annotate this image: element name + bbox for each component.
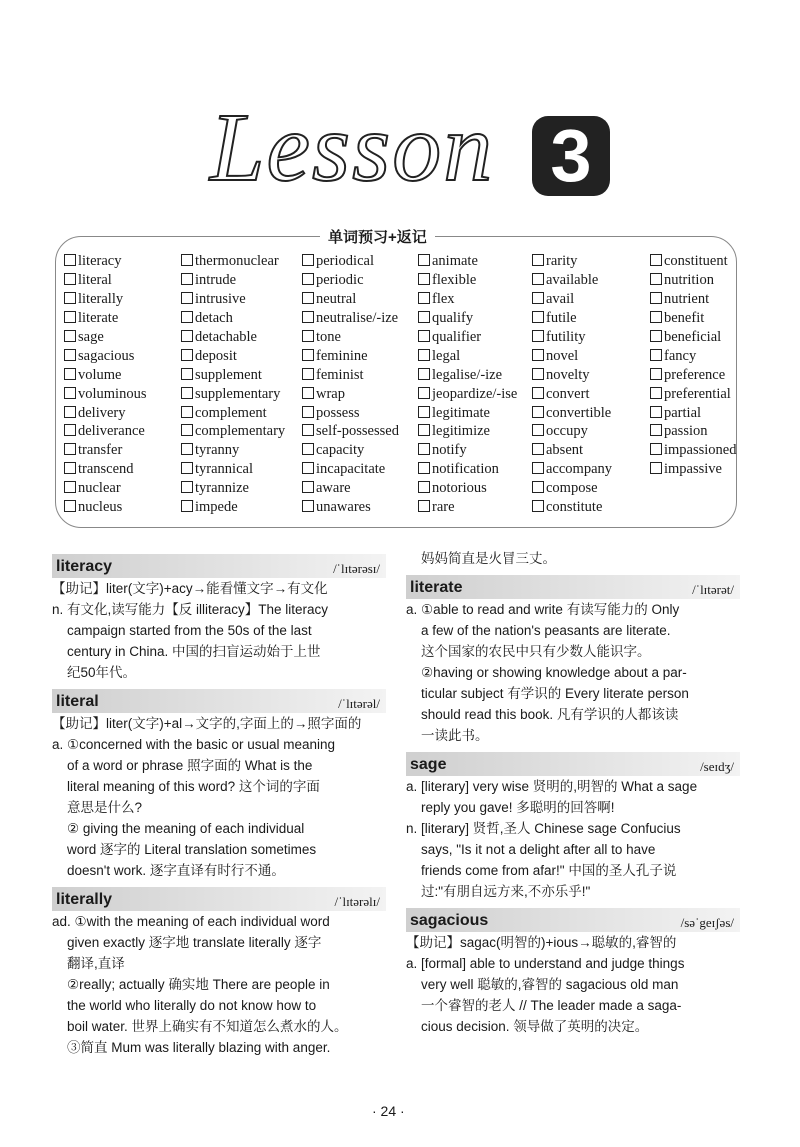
word-checkbox-item[interactable]: nutrition — [650, 272, 760, 291]
entry-line: a. ①able to read and write 有读写能力的 Only — [406, 602, 680, 617]
word-checkbox-item[interactable]: absent — [532, 442, 650, 461]
word-checkbox-item[interactable]: unawares — [302, 499, 418, 518]
word-checkbox-item[interactable]: futility — [532, 329, 650, 348]
word-checkbox-item[interactable]: detachable — [181, 329, 302, 348]
word-checkbox-item[interactable]: nuclear — [64, 480, 181, 499]
entry-headword: sagacious — [410, 912, 489, 929]
entry-line: 一读此书。 — [406, 728, 489, 743]
word-checkbox-item[interactable]: periodic — [302, 272, 418, 291]
entry-line: ad. ①with the meaning of each individual word — [52, 914, 330, 929]
word-checkbox-item[interactable]: legitimate — [418, 405, 532, 424]
word-checkbox-item[interactable]: available — [532, 272, 650, 291]
entry-line: 意思是什么? — [52, 800, 143, 815]
entry-line: 这个国家的农民中只有少数人能识字。 — [406, 644, 651, 659]
word-checkbox-item[interactable]: feminist — [302, 367, 418, 386]
lesson-number-badge: 3 — [532, 116, 610, 196]
entry-line: ③简直 Mum was literally blazing with anger. — [52, 1040, 331, 1055]
word-checkbox-item[interactable]: notification — [418, 461, 532, 480]
word-checkbox-item[interactable]: neutral — [302, 291, 418, 310]
entry-headword: literally — [56, 891, 113, 908]
word-checkbox-item[interactable]: detach — [181, 310, 302, 329]
word-checkbox-item[interactable]: convert — [532, 386, 650, 405]
entry-line: 翻译,直译 — [52, 956, 125, 971]
word-checklist — [64, 253, 760, 518]
entry-phonetic: /ˈlɪtərət/ — [692, 582, 734, 597]
word-checkbox-item[interactable]: literate — [64, 310, 181, 329]
word-checkbox-item[interactable]: preference — [650, 367, 760, 386]
entry-line: 一个睿智的老人 // The leader made a saga- — [406, 998, 682, 1013]
entry-line: n. 有文化,读写能力【反 illiteracy】The literacy — [52, 602, 329, 617]
word-checkbox-item[interactable]: preferential — [650, 386, 760, 405]
entry-line: 过:"有朋自远方来,不亦乐乎!" — [406, 884, 591, 899]
word-checkbox-item[interactable]: tone — [302, 329, 418, 348]
entry-line: ② giving the meaning of each individual — [52, 821, 305, 836]
entry-line: given exactly 逐字地 translate literally 逐字 — [52, 935, 322, 950]
word-checkbox-item[interactable]: literacy — [64, 253, 181, 272]
entry-line: doesn't work. 逐字直译有时行不通。 — [52, 863, 285, 878]
word-checkbox-item[interactable]: tyrannical — [181, 461, 302, 480]
entry-line: 【助记】liter(文字)+al→文字的,字面上的→照字面的 — [52, 716, 362, 731]
word-checkbox-item[interactable]: complement — [181, 405, 302, 424]
word-checkbox-item[interactable]: feminine — [302, 348, 418, 367]
entry-line: should read this book. 凡有学识的人都该读 — [406, 707, 679, 722]
entry-line: ②really; actually 确实地 There are people in — [52, 977, 330, 992]
word-checkbox-item[interactable]: notorious — [418, 480, 532, 499]
entry-header — [52, 689, 386, 713]
word-checkbox-item[interactable]: incapacitate — [302, 461, 418, 480]
entry-headword: sage — [410, 756, 447, 773]
word-checkbox-item[interactable]: futile — [532, 310, 650, 329]
word-checkbox-item[interactable]: rarity — [532, 253, 650, 272]
lesson-title-word: Lesson — [210, 94, 495, 202]
word-checkbox-item[interactable]: intrusive — [181, 291, 302, 310]
entry-line: cious decision. 领导做了英明的决定。 — [406, 1019, 649, 1034]
word-checkbox-item[interactable]: tyranny — [181, 442, 302, 461]
word-checkbox-item[interactable]: compose — [532, 480, 650, 499]
entry-line: friends come from afar!" 中国的圣人孔子说 — [406, 863, 677, 878]
entry-line: 【助记】sagac(明智的)+ious→聪敏的,睿智的 — [406, 935, 677, 950]
entry-line: ②having or showing knowledge about a par- — [406, 665, 687, 680]
entry-header — [406, 908, 740, 932]
word-checkbox-item[interactable]: convertible — [532, 405, 650, 424]
entry-line: 【助记】liter(文字)+acy→能看懂文字→有文化 — [52, 581, 328, 596]
page-number: · 24 · — [372, 1103, 405, 1119]
entry-header — [406, 575, 740, 599]
entry-line: the world who literally do not know how to — [52, 998, 317, 1013]
entry-line: a. [formal] able to understand and judge things — [406, 956, 685, 971]
word-checkbox-item[interactable]: constitute — [532, 499, 650, 518]
entry-line: a few of the nation's peasants are literate. — [406, 623, 671, 638]
word-checkbox-item[interactable]: accompany — [532, 461, 650, 480]
word-checkbox-item[interactable]: transcend — [64, 461, 181, 480]
word-checkbox-item[interactable]: legalise/-ize — [418, 367, 532, 386]
word-checkbox-item[interactable]: capacity — [302, 442, 418, 461]
word-preview-title: 单词预习+返记 — [320, 226, 435, 247]
entry-line: ticular subject 有学识的 Every literate person — [406, 686, 689, 701]
word-checkbox-item[interactable]: novelty — [532, 367, 650, 386]
word-checkbox-item[interactable]: impassioned — [650, 442, 760, 461]
word-checkbox-item[interactable]: possess — [302, 405, 418, 424]
entry-line: very well 聪敏的,睿智的 sagacious old man — [406, 977, 679, 992]
right-column — [406, 548, 740, 1037]
word-checkbox-item[interactable]: qualify — [418, 310, 532, 329]
word-checkbox-item[interactable]: supplementary — [181, 386, 302, 405]
word-checkbox-item[interactable]: occupy — [532, 423, 650, 442]
word-checkbox-item[interactable]: tyrannize — [181, 480, 302, 499]
word-checkbox-item[interactable]: transfer — [64, 442, 181, 461]
entry-line: reply you gave! 多聪明的回答啊! — [406, 800, 615, 815]
word-checkbox-item[interactable]: legitimize — [418, 423, 532, 442]
word-checkbox-item[interactable]: intrude — [181, 272, 302, 291]
word-checkbox-item[interactable]: flex — [418, 291, 532, 310]
word-checkbox-item[interactable]: jeopardize/-ise — [418, 386, 532, 405]
entry-headword: literate — [410, 579, 463, 596]
word-checkbox-item[interactable]: periodical — [302, 253, 418, 272]
word-checkbox-item[interactable]: wrap — [302, 386, 418, 405]
word-checkbox-item[interactable]: fancy — [650, 348, 760, 367]
entry-header — [52, 554, 386, 578]
word-checkbox-item[interactable]: delivery — [64, 405, 181, 424]
word-checkbox-item[interactable]: rare — [418, 499, 532, 518]
word-checkbox-item[interactable]: sagacious — [64, 348, 181, 367]
word-checkbox-item[interactable]: deposit — [181, 348, 302, 367]
entry-phonetic: /səˈgeɪʃəs/ — [680, 915, 734, 930]
word-checkbox-item[interactable]: impede — [181, 499, 302, 518]
entry-line: of a word or phrase 照字面的 What is the — [52, 758, 313, 773]
entry-line: says, "Is it not a delight after all to have — [406, 842, 656, 857]
word-checkbox-item[interactable]: nucleus — [64, 499, 181, 518]
lesson-title — [200, 88, 620, 208]
word-checkbox-item[interactable]: qualifier — [418, 329, 532, 348]
word-checkbox-item[interactable]: deliverance — [64, 423, 181, 442]
entry-line: a. [literary] very wise 贤明的,明智的 What a sage — [406, 779, 698, 794]
word-checkbox-item[interactable]: benefit — [650, 310, 760, 329]
entry-phonetic: /ˈlɪtərəsɪ/ — [333, 561, 380, 576]
entry-line: 纪50年代。 — [52, 665, 137, 680]
entry-line: a. ①concerned with the basic or usual meaning — [52, 737, 336, 752]
entry-phonetic: /ˈlɪtərəlɪ/ — [334, 894, 380, 909]
entry-line: boil water. 世界上确实有不知道怎么煮水的人。 — [52, 1019, 348, 1034]
word-checkbox-item[interactable]: avail — [532, 291, 650, 310]
entry-phonetic: /seɪdʒ/ — [700, 759, 734, 774]
word-checkbox-item[interactable]: flexible — [418, 272, 532, 291]
entry-phonetic: /ˈlɪtərəl/ — [338, 696, 380, 711]
word-checkbox-item[interactable]: nutrient — [650, 291, 760, 310]
word-checkbox-item[interactable]: impassive — [650, 461, 760, 480]
entry-header — [406, 752, 740, 776]
word-checkbox-item[interactable]: literal — [64, 272, 181, 291]
word-checkbox-item[interactable]: supplement — [181, 367, 302, 386]
word-checkbox-item[interactable]: constituent — [650, 253, 760, 272]
word-checkbox-item[interactable]: beneficial — [650, 329, 760, 348]
word-checkbox-item[interactable]: literally — [64, 291, 181, 310]
entry-headword: literal — [56, 693, 99, 710]
word-checkbox-item[interactable]: voluminous — [64, 386, 181, 405]
word-checkbox-item[interactable]: partial — [650, 405, 760, 424]
word-checkbox-item[interactable]: complementary — [181, 423, 302, 442]
entry-line: campaign started from the 50s of the last — [52, 623, 312, 638]
word-checkbox-item[interactable]: self-possessed — [302, 423, 418, 442]
entry-line: n. [literary] 贤哲,圣人 Chinese sage Confucius — [406, 821, 681, 836]
word-checkbox-item[interactable]: notify — [418, 442, 532, 461]
entry-line: literal meaning of this word? 这个词的字面 — [52, 779, 320, 794]
word-checkbox-item[interactable]: sage — [64, 329, 181, 348]
entry-headword: literacy — [56, 558, 113, 575]
word-checkbox-item[interactable]: novel — [532, 348, 650, 367]
entry-line: century in China. 中国的扫盲运动始于上世 — [52, 644, 321, 659]
word-checkbox-item[interactable]: thermonuclear — [181, 253, 302, 272]
word-checkbox-item[interactable]: volume — [64, 367, 181, 386]
entry-line: word 逐字的 Literal translation sometimes — [52, 842, 317, 857]
entry-line: 妈妈简直是火冒三丈。 — [406, 551, 557, 566]
word-checkbox-item[interactable]: passion — [650, 423, 760, 442]
word-checkbox-item[interactable]: legal — [418, 348, 532, 367]
entry-header — [52, 887, 386, 911]
word-checkbox-item[interactable]: animate — [418, 253, 532, 272]
word-checkbox-item[interactable]: aware — [302, 480, 418, 499]
word-checkbox-item[interactable]: neutralise/-ize — [302, 310, 418, 329]
left-column — [52, 548, 386, 1058]
